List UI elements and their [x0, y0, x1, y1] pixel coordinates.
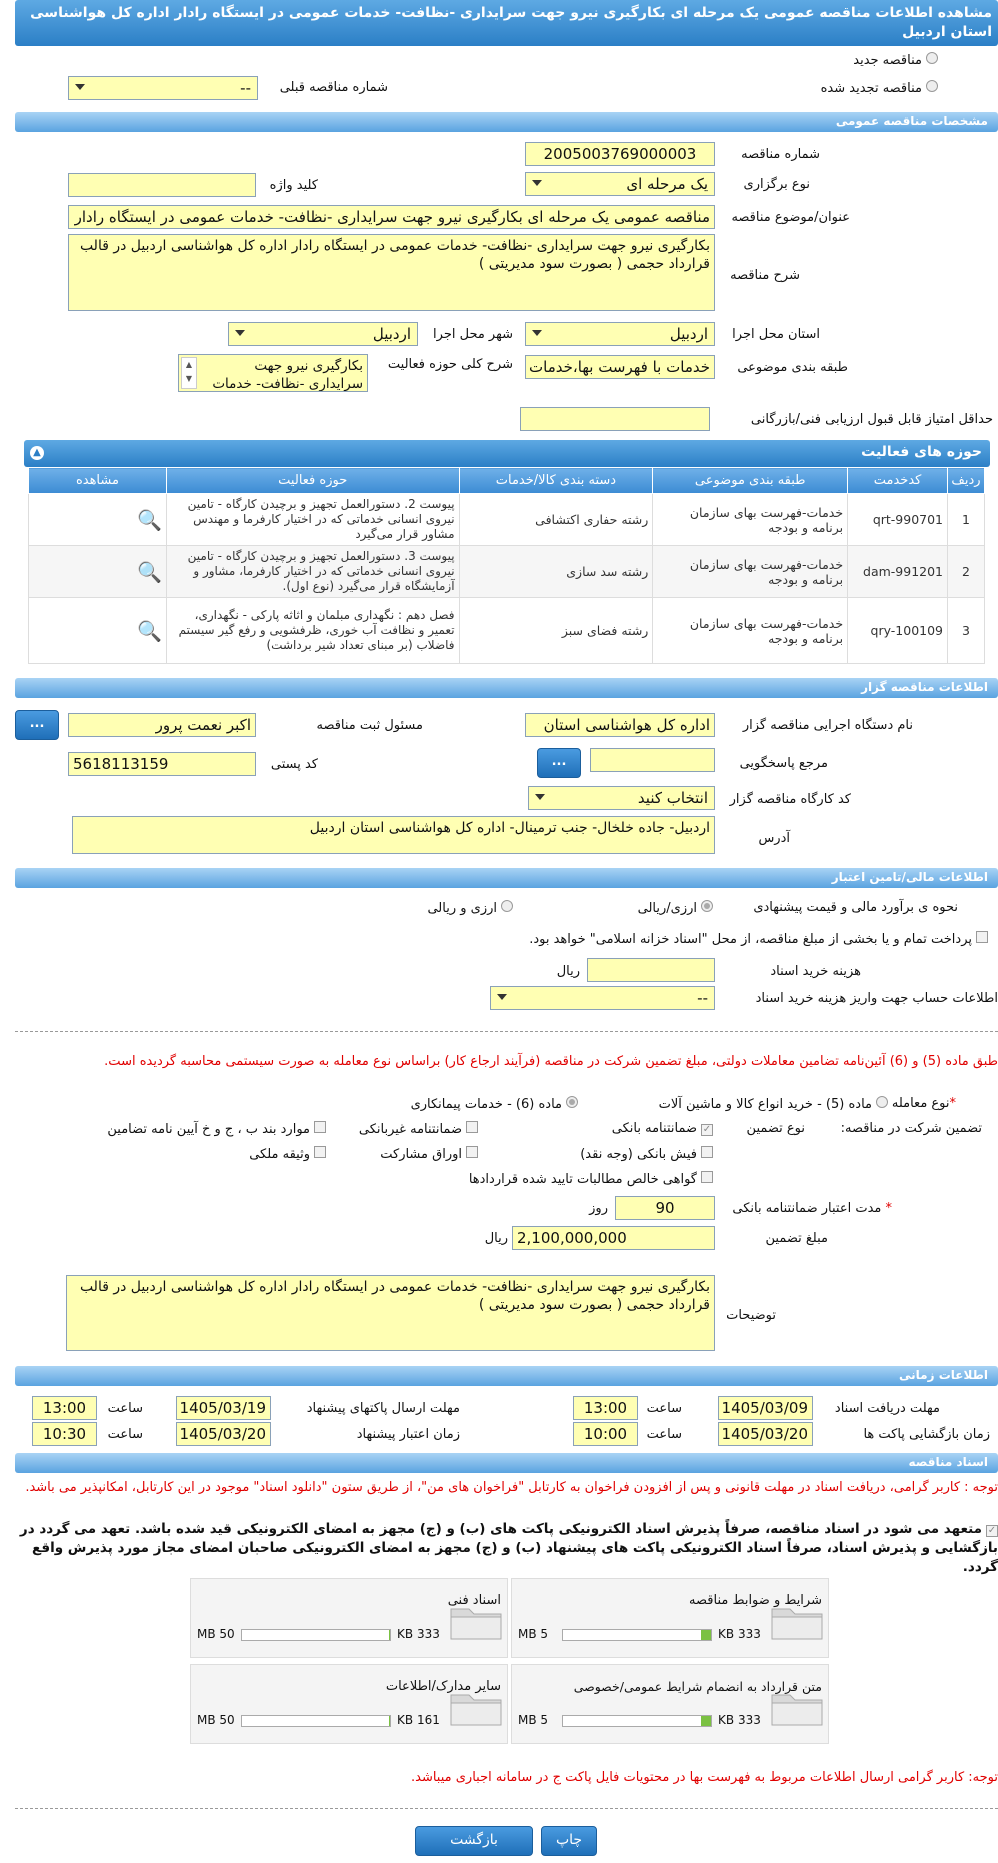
row-group: رشته سد سازی	[459, 546, 653, 598]
row-number: 3	[948, 598, 985, 664]
chevron-down-icon	[235, 330, 245, 336]
org-field: اداره کل هواشناسی استان	[525, 713, 715, 737]
recv-date: 1405/03/09	[718, 1396, 813, 1420]
col-code: کدخدمت	[848, 468, 948, 494]
city-select[interactable]: اردبیل	[228, 322, 418, 346]
time-label: ساعت	[646, 1427, 682, 1442]
row-scope: پیوست 3. دستورالعمل تجهیز و برچیدن کارگاه - تامین نیروی انسانی خدماتی که در اختیار کارفرما، مشاور و آزمایشگاه قرار می‌گیرد (نوع اول).	[166, 546, 459, 598]
tender-number-field: 2005003769000003	[525, 142, 715, 166]
divider	[15, 1808, 998, 1809]
responsible-field: اکبر نعمت پرور	[68, 713, 256, 737]
renewed-tender-option[interactable]: مناقصه تجدید شده	[821, 80, 938, 96]
treasury-checkbox[interactable]: پرداخت تمام و یا بخشی از مبلغ مناقصه، از محل "اسناد خزانه اسلامی" خواهد بود.	[529, 931, 988, 947]
divider	[15, 1031, 998, 1032]
col-category: طبقه بندی موضوعی	[653, 468, 848, 494]
activities-table	[28, 467, 985, 664]
notes-field: بکارگیری نیرو جهت سرایداری -نظافت- خدمات عمومی در ایستگاه رادار اداره کل هواشناسی اردبیل در قالب قرارداد حجمی ( بصورت سود مدیریتی )	[66, 1275, 715, 1351]
deal-type-label: *نوع معامله	[891, 1096, 956, 1111]
account-label: اطلاعات حساب جهت واریز هزینه خرید اسناد	[755, 991, 998, 1006]
doc-tile-name: اسناد فنی	[447, 1593, 501, 1608]
time-label: ساعت	[107, 1401, 143, 1416]
validity-label: * مدت اعتبار ضمانتنامه بانکی	[732, 1201, 892, 1216]
row-group: رشته فضای سبز	[459, 598, 653, 664]
province-select[interactable]: اردبیل	[525, 322, 715, 346]
validity-field: 90	[615, 1196, 715, 1220]
estimate-option-1[interactable]: ارزی/ریالی	[638, 900, 713, 916]
finance-section-header: اطلاعات مالی/تامین اعتبار	[15, 868, 998, 888]
guarantee-notice: طبق ماده (5) و (6) آئین‌نامه تضامین معاملات دولتی، مبلغ تضمین شرکت در مناقصه (فرآیند ارجاع کار) براساس نوع معامله به صورت سیستمی محاسبه گردیده است.	[104, 1054, 998, 1069]
row-code: qry-100109	[848, 598, 948, 664]
chevron-down-icon	[532, 180, 542, 186]
folder-icon	[770, 1687, 824, 1727]
time-label: ساعت	[107, 1427, 143, 1442]
row-code: dam-991201	[848, 546, 948, 598]
page-title: مشاهده اطلاعات مناقصه عمومی یک مرحله ای بکارگیری نیرو جهت سرایداری -نظافت- خدمات عمومی در ایستگاه رادار اداره کل هواشناسی استان اردبیل	[15, 0, 998, 46]
doc-tile[interactable]	[190, 1578, 508, 1658]
doc-tile-name: شرایط و ضوابط مناقصه	[689, 1593, 822, 1608]
validity-unit: روز	[589, 1201, 608, 1216]
category-field: خدمات با فهرست بها،خدمات	[525, 355, 715, 379]
row-category: خدمات-فهرست بهای سازمان برنامه و بودجه	[653, 494, 848, 546]
doc-tile-size: 333 KB	[718, 1627, 761, 1641]
doc-tile-name: سایر مدارک/اطلاعات	[385, 1679, 501, 1694]
amount-unit: ریال	[484, 1231, 508, 1246]
workshop-select[interactable]: انتخاب کنید	[528, 786, 715, 810]
chevron-down-icon	[75, 84, 85, 90]
commitment-checkbox[interactable]: ✓متعهد می شود در اسناد مناقصه، صرفاً پذیرش اسناد الکترونیکی پاکت های (ب) و (ج) مجهز به امضای الکترونیکی قید شده باشد. تعهد می گردد در بازگشایی و پذیرش اسناد، صرفاً اسناد الکترونیکی پاکت های پیشنهاد (ب) و (ج) مجهز به امضای الکترونیکی صاحبان امضای مجاز مورد پذیرش واقع گردد.	[19, 1521, 998, 1575]
subject-field: مناقصه عمومی یک مرحله ای بکارگیری نیرو جهت سرایداری -نظافت- خدمات عمومی در ایستگاه رادار	[68, 205, 715, 229]
open-label: زمان بازگشایی پاکت ها	[863, 1427, 990, 1442]
valid-time: 10:30	[32, 1422, 97, 1446]
row-scope: پیوست 2. دستورالعمل تجهیز و برچیدن کارگاه - تامین نیروی انسانی خدماتی که در اختیار کارفرما و مهندس مشاور قرار می‌گیرد	[166, 494, 459, 546]
description-field: بکارگیری نیرو جهت سرایداری -نظافت- خدمات عمومی در ایستگاه رادار اداره کل هواشناسی اردبیل در قالب قرارداد حجمی ( بصورت سود مدیریتی )	[68, 234, 715, 311]
folder-icon	[449, 1601, 503, 1641]
min-score-input[interactable]	[520, 407, 710, 431]
reference-field	[590, 748, 715, 772]
table-row	[29, 598, 985, 664]
doc-progress-bar	[241, 1629, 391, 1641]
magnifier-icon[interactable]: 🔍	[136, 559, 162, 584]
amount-label: مبلغ تضمین	[765, 1231, 828, 1246]
row-number: 2	[948, 546, 985, 598]
col-view: مشاهده	[29, 468, 167, 494]
doc-tile-max: 5 MB	[518, 1627, 549, 1641]
magnifier-icon[interactable]: 🔍	[136, 507, 162, 532]
doc-cost-label: هزینه خرید اسناد	[770, 964, 861, 979]
docs-note-2: توجه: کاربر گرامی ارسال اطلاعات مربوط به فهرست بها در محتویات فایل پاکت ج در سامانه اجباری میباشد.	[411, 1770, 998, 1785]
row-view[interactable]	[29, 598, 167, 664]
organizer-section-header: اطلاعات مناقصه گزار	[15, 678, 998, 698]
kind-other-items[interactable]: موارد بند ب ، ج و خ آیین نامه تضامین	[107, 1121, 326, 1137]
keyword-label: کلید واژه	[269, 178, 318, 193]
notes-label: توضیحات	[726, 1308, 776, 1323]
postal-code-field: 5618113159	[68, 752, 256, 776]
chevron-down-icon	[532, 330, 542, 336]
doc-tile-max: 5 MB	[518, 1713, 549, 1727]
kind-participation-bonds[interactable]: اوراق مشارکت	[380, 1146, 478, 1162]
activities-panel-header	[24, 440, 990, 467]
estimate-label: نحوه ی برآورد مالی و قیمت پیشنهادی	[753, 900, 958, 915]
row-view[interactable]	[29, 494, 167, 546]
category-label: طبقه بندی موضوعی	[737, 360, 848, 375]
time-label: ساعت	[646, 1401, 682, 1416]
collapse-icon[interactable]: ▲	[30, 446, 44, 460]
doc-progress-bar	[562, 1629, 712, 1641]
postal-code-label: کد پستی	[270, 757, 318, 772]
new-tender-option[interactable]: مناقصه جدید	[853, 52, 938, 68]
doc-tile-size: 333 KB	[397, 1627, 440, 1641]
valid-label: زمان اعتبار پیشنهاد	[356, 1427, 460, 1442]
open-date: 1405/03/20	[718, 1422, 813, 1446]
docs-note: توجه : کاربر گرامی، دریافت اسناد در مهلت قانونی و پس از افزودن فراخوان به کارتابل "فراخوان های من"، از طریق ستون "دانلود اسناد" موجود در این کارتابل، امکانپذیر می باشد.	[25, 1480, 998, 1495]
send-label: مهلت ارسال پاکتهای پیشنهاد	[306, 1401, 460, 1416]
address-label: آدرس	[758, 831, 790, 846]
kind-bank-guarantee[interactable]: ✓ضمانتنامه بانکی	[611, 1121, 712, 1136]
subject-label: عنوان/موضوع مناقصه	[731, 210, 850, 225]
doc-cost-unit: ریال	[556, 964, 580, 979]
deal-option-5[interactable]: ماده (5) - خرید انواع کالا و ماشین آلات	[659, 1096, 888, 1112]
row-group: رشته حفاری اکتشافی	[459, 494, 653, 546]
description-label: شرح مناقصه	[730, 268, 800, 283]
kind-receivables-certificate[interactable]: گواهی خالص مطالبات تایید شده قراردادها	[469, 1171, 713, 1187]
chevron-down-icon	[497, 994, 507, 1000]
row-code: qrt-990701	[848, 494, 948, 546]
docs-section-header: اسناد مناقصه	[15, 1453, 998, 1473]
print-button[interactable]: چاپ	[541, 1826, 597, 1856]
participation-label: تضمین شرکت در مناقصه:	[840, 1121, 982, 1136]
back-button[interactable]: بازگشت	[415, 1826, 533, 1856]
reference-lookup-button[interactable]: ...	[537, 748, 581, 778]
general-section-header: مشخصات مناقصه عمومی	[15, 112, 998, 132]
magnifier-icon[interactable]: 🔍	[136, 618, 162, 643]
amount-field: 2,100,000,000	[512, 1226, 715, 1250]
doc-tile[interactable]	[190, 1664, 508, 1744]
recv-time: 13:00	[573, 1396, 638, 1420]
holding-type-select[interactable]: یک مرحله ای	[525, 172, 715, 196]
chevron-down-icon	[535, 794, 545, 800]
open-time: 10:00	[573, 1422, 638, 1446]
min-score-label: حداقل امتیاز قابل قبول ارزیابی فنی/بازرگانی	[750, 412, 993, 427]
row-category: خدمات-فهرست بهای سازمان برنامه و بودجه	[653, 598, 848, 664]
doc-tile-name: متن قرارداد به انضمام شرایط عمومی/خصوصی	[573, 1679, 822, 1694]
scope-label: شرح کلی حوزه فعالیت	[387, 357, 513, 372]
tender-number-label: شماره مناقصه	[741, 147, 820, 162]
workshop-label: کد کارگاه مناقصه گزار	[729, 792, 851, 807]
doc-tile[interactable]	[511, 1578, 829, 1658]
scope-field[interactable]: بکارگیری نیرو جهت سرایداری -نظافت- خدمات ▲ ▼	[178, 354, 368, 392]
responsible-lookup-button[interactable]: ...	[15, 710, 59, 740]
doc-tile-size: 161 KB	[397, 1713, 440, 1727]
kind-cash-receipt[interactable]: فیش بانکی (وجه نقد)	[580, 1146, 713, 1162]
recv-label: مهلت دریافت اسناد	[834, 1401, 940, 1416]
send-date: 1405/03/19	[176, 1396, 271, 1420]
prev-tender-label: شماره مناقصه قبلی	[279, 80, 388, 95]
col-scope: حوزه فعالیت	[166, 468, 459, 494]
doc-progress-bar	[562, 1715, 712, 1727]
kind-nonbank-guarantee[interactable]: ضمانتنامه غیربانکی	[359, 1121, 478, 1137]
col-row: ردیف	[948, 468, 985, 494]
keyword-input[interactable]	[68, 173, 256, 197]
reference-label: مرجع پاسخگویی	[739, 756, 828, 771]
activities-header-title: حوزه های فعالیت	[861, 444, 982, 460]
doc-tile-max: 50 MB	[197, 1713, 235, 1727]
guarantee-kind-label: نوع تضمین	[746, 1121, 805, 1136]
row-category: خدمات-فهرست بهای سازمان برنامه و بودجه	[653, 546, 848, 598]
activities-table-wrap	[28, 467, 985, 664]
row-number: 1	[948, 494, 985, 546]
holding-type-label: نوع برگزاری	[743, 177, 810, 192]
doc-tile-max: 50 MB	[197, 1627, 235, 1641]
doc-cost-field	[587, 958, 715, 982]
deal-option-6[interactable]: ماده (6) - خدمات پیمانکاری	[411, 1096, 578, 1112]
valid-date: 1405/03/20	[176, 1422, 271, 1446]
prev-tender-select[interactable]: --	[68, 76, 258, 100]
table-row	[29, 546, 985, 598]
org-label: نام دستگاه اجرایی مناقصه گزار	[742, 718, 913, 733]
doc-tile[interactable]	[511, 1664, 829, 1744]
folder-icon	[770, 1601, 824, 1641]
responsible-label: مسئول ثبت مناقصه	[316, 718, 423, 733]
address-field: اردبیل- جاده خلخال- جنب ترمینال- اداره کل هواشناسی استان اردبیل	[72, 816, 715, 854]
send-time: 13:00	[32, 1396, 97, 1420]
kind-property-collateral[interactable]: وثیقه ملکی	[249, 1146, 326, 1162]
doc-progress-bar	[241, 1715, 391, 1727]
col-group: دسته بندی کالا/خدمات	[459, 468, 653, 494]
table-row	[29, 494, 985, 546]
folder-icon	[449, 1687, 503, 1727]
row-scope: فصل دهم : نگهداری مبلمان و اثاثه پارکی - نگهداری، تعمیر و نظافت آب خوری، ظرفشویی و رفع گیر سیستم فاضلاب (بر مبنای تعداد شیر برداشت)	[166, 598, 459, 664]
account-select[interactable]: --	[490, 986, 715, 1010]
doc-tile-size: 333 KB	[718, 1713, 761, 1727]
scroll-arrows-icon[interactable]: ▲ ▼	[181, 357, 197, 389]
city-label: شهر محل اجرا	[433, 327, 513, 342]
province-label: استان محل اجرا	[732, 327, 820, 342]
row-view[interactable]	[29, 546, 167, 598]
table-header-row	[29, 468, 985, 494]
estimate-option-2[interactable]: ارزی و ریالی	[427, 900, 513, 916]
timing-section-header: اطلاعات زمانی	[15, 1366, 998, 1386]
